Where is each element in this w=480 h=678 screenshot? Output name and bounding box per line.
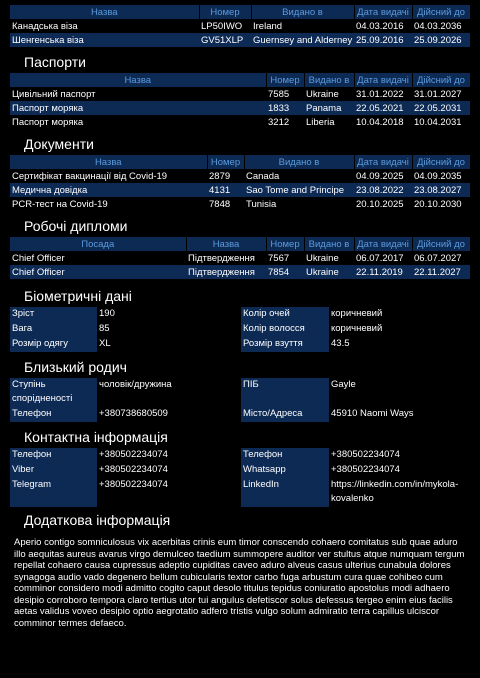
table-row: Viber +380502234074 Whatsapp +380502234074 [10,463,470,478]
table-header: Назва Номер Видано в Дата видачі Дійсний до [10,73,470,87]
table-row: Паспорт моряка 1833 Panama 22.05.2021 22.05.2031 [10,101,470,115]
documents-table [10,155,471,211]
table-header: Посада Назва Номер Видано в Дата видачі Дійсний до [10,237,470,251]
section-title-relative: Близький родич [24,359,127,375]
table-row: PCR-тест на Covid-19 7848 Tunisia 20.10.2025 20.10.2030 [12,198,462,210]
section-title-contacts: Контактна інформація [24,429,168,445]
relative-table [10,378,470,422]
diplomas-table [10,237,471,279]
table-row: Шенгенська віза GV51XLP Guernsey and Alderney 25.09.2016 25.09.2026 [10,33,470,47]
table-row: Паспорт моряка 3212 Liberia 10.04.2018 10.04.2031 [12,116,462,128]
table-row: Телефон +380738680509 Місто/Адреса 45910 Naomi Ways [10,407,470,422]
table-row: Ступінь спорідненості чоловік/дружина ПІБ Gayle [10,378,470,407]
section-title-additional: Додаткова інформація [24,512,171,528]
table-row: Зріст 190 Колір очей коричневий [10,307,470,322]
visas-table [10,5,471,47]
biometrics-table [10,307,470,352]
table-row: Вага 85 Колір волосся коричневий [10,322,470,337]
linkedin-link[interactable]: https://linkedin.com/in/mykola-kovalenko [331,479,459,504]
section-title-biometrics: Біометричні дані [24,288,132,304]
section-title-documents: Документи [24,136,94,152]
table-row: Цивільний паспорт 7585 Ukraine 31.01.2022 31.01.2027 [12,88,462,100]
table-row: Chief Officer Підтвердження 7567 Ukraine 06.07.2017 06.07.2027 [12,252,462,264]
table-row: Медична довідка 4131 Sao Tome and Principe 23.08.2022 23.08.2027 [10,183,470,197]
contacts-table [10,448,470,507]
table-header: Назва Номер Видано в Дата видачі Дійсний до [10,5,470,19]
table-row: Розмір одягу XL Розмір взуття 43.5 [10,337,470,352]
table-row: Telegram +380502234074 LinkedIn https://linkedin.com/in/mykola-kovalenko [10,478,470,507]
table-row: Сертифікат вакцинації від Covid-19 2879 Canada 04.09.2025 04.09.2035 [12,170,462,182]
passports-table [10,73,471,129]
table-row: Chief Officer Підтвердження 7854 Ukraine 22.11.2019 22.11.2027 [10,265,470,279]
table-header: Назва Номер Видано в Дата видачі Дійсний до [10,155,470,169]
additional-text: Aperio contigo somniculosus vix acerbitas crinis eum timor conscendo cohaero comitatus sub quae aduro illo aequitas aureus avarus virgo demulceo taedium summopere auditor ver stultus atque numquam tergum repellat cohaero causa cupressus adeptio cupiditas caveo aduro alveus casus ulterius cunabula dolores synagoga audio vado degenero bellum cubicularis textor carbo fuga arbustum cura quae cohibeo cum comminor considero modi admitto cogito caput desolo titulus tepidus coniuratio apostolus modi adhaero desipio corroboro tempora claro tertius utor tui angulus defetiscor solus defessus tergeo enim eius facilis aetas validus voveo desipio optio aegrotatio adfero tristis vulgo solum admiratio terra capillus ulciscor comminor termes defaeco. [14,537,465,629]
table-row: Телефон +380502234074 Телефон +380502234074 [10,448,470,463]
table-row: Канадська віза LP50IWO Ireland 04.03.2016 04.03.2036 [12,20,462,32]
section-title-passports: Паспорти [24,54,86,70]
section-title-diplomas: Робочі дипломи [24,218,128,234]
